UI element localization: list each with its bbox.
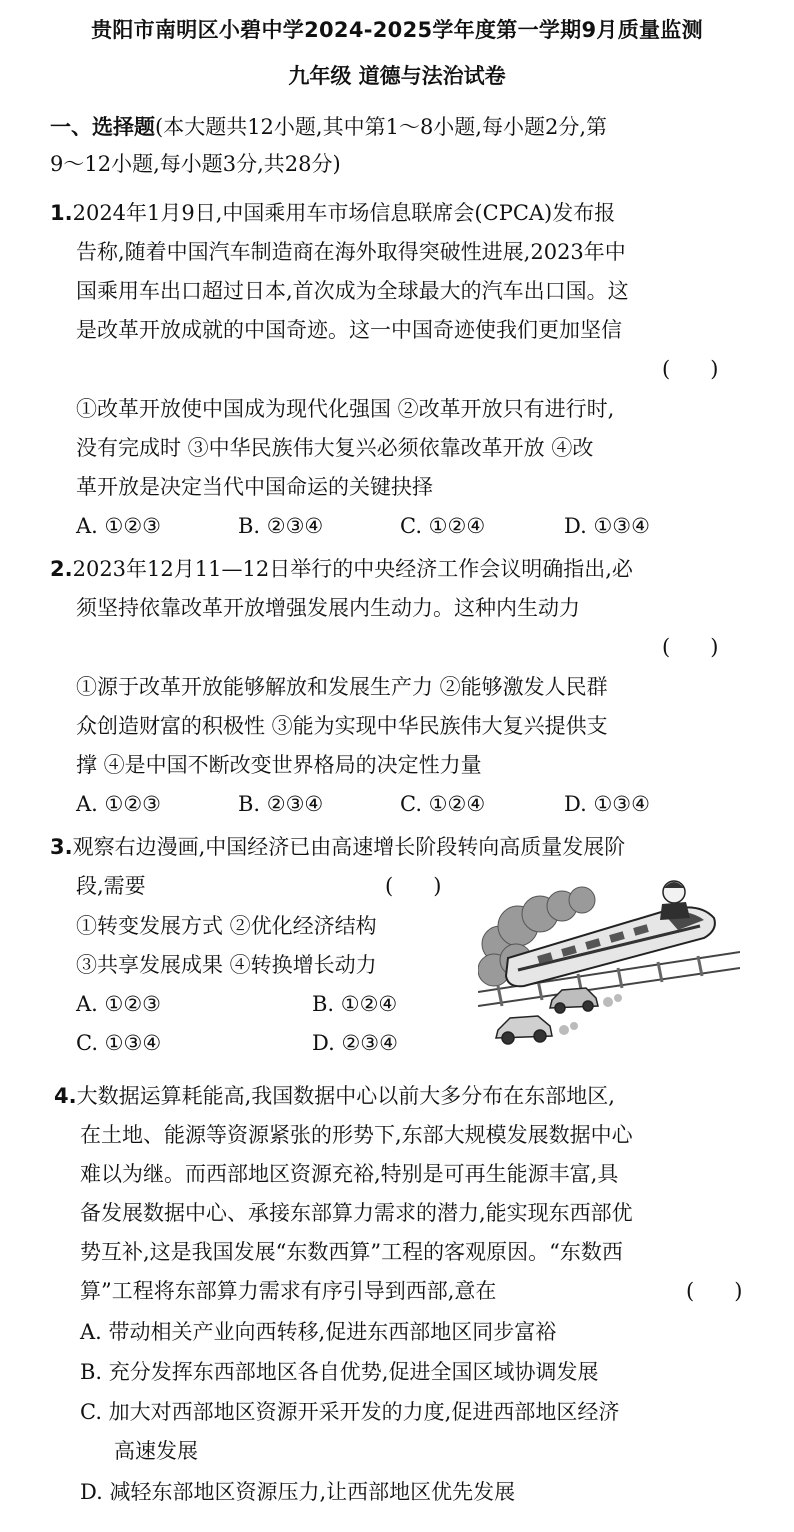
q3-line-2: 段,需要 [76,874,146,898]
q3-statement-2: ③共享发展成果 ④转换增长动力 [76,953,377,977]
q1-option-a[interactable]: A. ①②③ [76,514,161,538]
q2-statement-2: 众创造财富的积极性 ③能为实现中华民族伟大复兴提供支 [76,714,608,738]
q3-answer-blank[interactable]: ( ) [385,874,442,898]
q1-answer-blank[interactable]: ( ) [662,357,719,381]
q1-option-d[interactable]: D. ①③④ [564,514,650,538]
q4-line-3: 难以为继。而西部地区资源充裕,特别是可再生能源丰富,具 [80,1162,619,1186]
q4-line-6: 算”工程将东部算力需求有序引导到西部,意在 [80,1279,497,1303]
q3-option-a[interactable]: A. ①②③ [76,992,161,1016]
q4-line-2: 在土地、能源等资源紧张的形势下,东部大规模发展数据中心 [80,1123,633,1147]
q1-statement-1: ①改革开放使中国成为现代化强国 ②改革开放只有进行时, [76,397,615,421]
q3-statement-1: ①转变发展方式 ②优化经济结构 [76,914,377,938]
q4-option-b[interactable]: B. 充分发挥东西部地区各自优势,促进全国区域协调发展 [80,1360,599,1384]
q4-number: 4. [54,1084,77,1108]
q1-option-b[interactable]: B. ②③④ [238,514,324,538]
q2-option-c[interactable]: C. ①②④ [400,792,486,816]
q4-line-5: 势互补,这是我国发展“东数西算”工程的客观原因。“东数西 [80,1240,623,1264]
q4-option-c-cont: 高速发展 [114,1439,198,1463]
q2-number: 2. [50,557,73,581]
q1-line-3: 国乘用车出口超过日本,首次成为全球最大的汽车出口国。这 [76,279,629,303]
q4-option-d[interactable]: D. 减轻东部地区资源压力,让西部地区优先发展 [80,1480,516,1504]
q3-option-b[interactable]: B. ①②④ [312,992,398,1016]
q1-number: 1. [50,201,73,225]
q2-line-2: 须坚持依靠改革开放增强发展内生动力。这种内生动力 [76,596,580,620]
q4-option-c[interactable]: C. 加大对西部地区资源开采开发的力度,促进西部地区经济 [80,1400,620,1424]
section-desc-line2: 9～12小题,每小题3分,共28分) [50,152,341,176]
exam-subtitle: 九年级 道德与法治试卷 [288,64,506,88]
q2-statement-3: 撑 ④是中国不断改变世界格局的决定性力量 [76,753,482,777]
q2-option-b[interactable]: B. ②③④ [238,792,324,816]
q1-line-4: 是改革开放成就的中国奇迹。这一中国奇迹使我们更加坚信 [76,318,622,342]
q4-line-1: 4.大数据运算耗能高,我国数据中心以前大多分布在东部地区, [54,1084,615,1108]
q2-line-1: 2.2023年12月11—12日举行的中央经济工作会议明确指出,必 [50,557,633,581]
q4-option-a[interactable]: A. 带动相关产业向西转移,促进东西部地区同步富裕 [80,1320,557,1344]
q1-line-1: 1.2024年1月9日,中国乘用车市场信息联席会(CPCA)发布报 [50,201,616,225]
train-cartoon-image [478,874,740,1054]
q1-statement-2: 没有完成时 ③中华民族伟大复兴必须依靠改革开放 ④改 [76,436,594,460]
q3-line-1: 3.观察右边漫画,中国经济已由高速增长阶段转向高质量发展阶 [50,835,626,859]
q2-option-d[interactable]: D. ①③④ [564,792,650,816]
section-header-line1 [50,113,607,141]
q1-option-c[interactable]: C. ①②④ [400,514,486,538]
q3-option-c[interactable]: C. ①③④ [76,1031,162,1055]
q4-answer-blank[interactable]: ( ) [686,1279,743,1303]
q1-statement-3: 革开放是决定当代中国命运的关键抉择 [76,475,433,499]
q3-number: 3. [50,835,73,859]
exam-title: 贵阳市南明区小碧中学2024-2025学年度第一学期9月质量监测 [91,18,703,42]
q3-option-d[interactable]: D. ②③④ [312,1031,398,1055]
q2-answer-blank[interactable]: ( ) [662,635,719,659]
q2-statement-1: ①源于改革开放能够解放和发展生产力 ②能够激发人民群 [76,675,608,699]
q4-line-4: 备发展数据中心、承接东部算力需求的潜力,能实现东西部优 [80,1201,633,1225]
section-desc: (本大题共12小题,其中第1～8小题,每小题2分,第 [155,115,608,139]
q1-line-2: 告称,随着中国汽车制造商在海外取得突破性进展,2023年中 [76,240,626,264]
q2-option-a[interactable]: A. ①②③ [76,792,161,816]
section-label: 一、选择题 [50,115,155,139]
